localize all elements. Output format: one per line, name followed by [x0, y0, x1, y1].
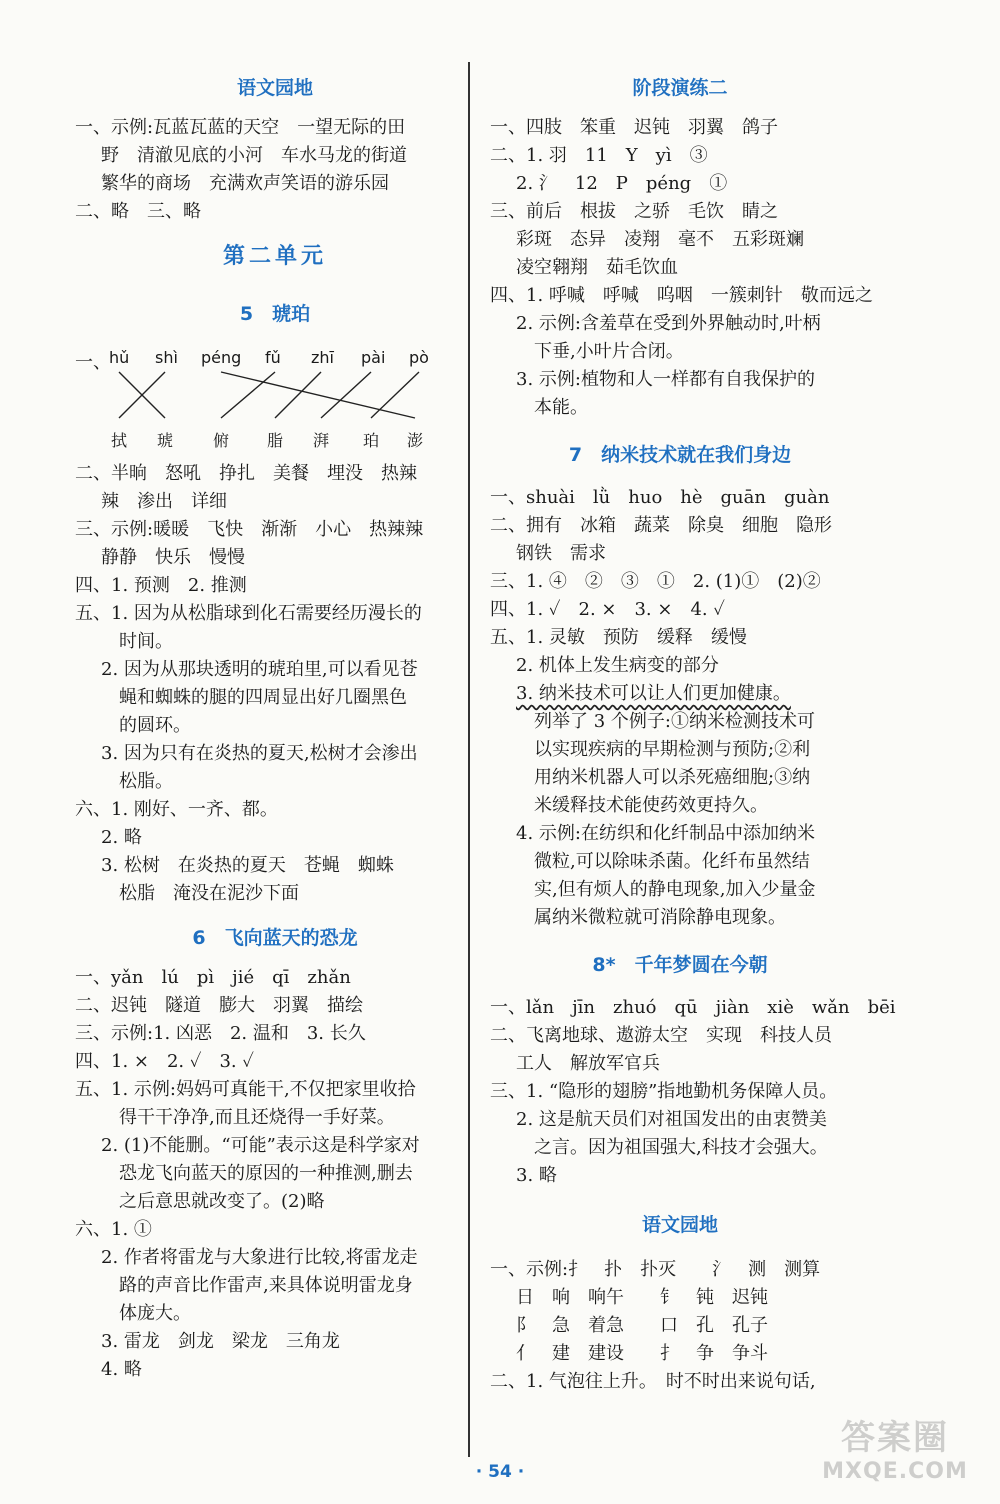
text-line: 六、1. ① [75, 1219, 152, 1240]
lesson-5-title: 5 琥珀 [239, 303, 311, 325]
section-title-yuwenyuandi-2: 语文园地 [641, 1214, 718, 1236]
text-line: 一、示例:瓦蓝瓦蓝的天空 一望无际的田 [75, 117, 406, 138]
section-title-jieduanyanlian: 阶段演练二 [632, 77, 728, 99]
text-line: 列举了 3 个例子:①纳米检测技术可 [534, 711, 815, 732]
character: 琥 [157, 431, 174, 450]
text-line: 五、1. 灵敏 预防 缓释 缓慢 [490, 627, 747, 648]
text-line: 四、1. 预测 2. 推测 [75, 575, 247, 596]
text-line: 二、拥有 冰箱 蔬菜 除臭 细胞 隐形 [490, 515, 832, 536]
match-line [275, 372, 321, 418]
character: 脂 [267, 431, 284, 450]
text-line: 体庞大。 [119, 1303, 191, 1324]
text-line: 微粒,可以除味杀菌。化纤布虽然结 [534, 851, 810, 872]
text-line: 日 响 响午 钅 钝 迟钝 [516, 1287, 768, 1308]
right-column [490, 62, 896, 1396]
watermark-url: MXQE.COM [822, 1459, 968, 1484]
text-line: 2. (1)不能删。“可能”表示这是科学家对 [101, 1135, 420, 1156]
text-line: 三、示例:暖暖 飞快 渐渐 小心 热辣辣 [75, 519, 424, 540]
text-line: 二、迟钝 隧道 膨大 羽翼 描绘 [75, 995, 363, 1016]
text-line: 二、半晌 怒吼 挣扎 美餐 埋没 热辣 [75, 463, 417, 484]
text-line: 彩斑 态异 凌翔 毫不 五彩斑斓 [516, 229, 804, 250]
pinyin-matching [75, 340, 475, 460]
text-line: 繁华的商场 充满欢声笑语的游乐园 [101, 173, 389, 194]
text-line: 三、1. ④ ② ③ ① 2. (1)① (2)② [490, 571, 821, 592]
text-line: 下垂,小叶片合闭。 [534, 341, 684, 362]
pinyin: zhī [311, 348, 334, 367]
text-line: 二、略 三、略 [75, 201, 201, 222]
column-divider [468, 62, 470, 1457]
text-line: 2. 因为从那块透明的琥珀里,可以看见苍 [101, 659, 418, 680]
text-line [490, 680, 870, 708]
underlined-answer: 3. 纳米技术可以让人们更加健康。 [516, 683, 791, 704]
text-line: 一、四肢 笨重 迟钝 羽翼 鸽子 [490, 117, 778, 138]
character: 澎 [407, 431, 424, 450]
text-line: 凌空翱翔 茹毛饮血 [516, 257, 678, 278]
character: 拭 [111, 431, 128, 450]
text-line: 得干干净净,而且还烧得一手好菜。 [119, 1107, 395, 1128]
text-line: 之言。因为祖国强大,科技才会强大。 [534, 1137, 828, 1158]
text-line: 六、1. 刚好、一齐、都。 [75, 799, 278, 820]
text-line: 一、shuài lǜ huo hè guān guàn [490, 487, 830, 508]
text-line: 亻 建 建设 扌 争 争斗 [516, 1343, 768, 1364]
match-line [321, 372, 371, 418]
text-line: 时间。 [119, 631, 173, 652]
text-line: 工人 解放军官兵 [516, 1053, 660, 1074]
text-line: 静静 快乐 慢慢 [101, 547, 245, 568]
text-line: 实,但有烦人的静电现象,加入少量金 [534, 879, 816, 900]
text-line: 的圆环。 [119, 715, 191, 736]
match-line [371, 372, 419, 418]
text-line: 2. 略 [101, 827, 142, 848]
text-line: 四、1. × 2. ✓ 3. ✓ [75, 1051, 254, 1072]
text-line: 二、1. 气泡往上升。 时不时出来说句话, [490, 1371, 816, 1392]
text-line: 2. 作者将雷龙与大象进行比较,将雷龙走 [101, 1247, 418, 1268]
pinyin: pò [409, 348, 429, 367]
text-line: 钢铁 需求 [516, 543, 606, 564]
watermark-logo [810, 1410, 980, 1490]
text-line: 3. 因为只有在炎热的夏天,松树才会渗出 [101, 743, 418, 764]
left-column [75, 62, 475, 1384]
text-line: 野 清澈见底的小河 车水马龙的街道 [101, 145, 407, 166]
text-line: 2. 氵 12 P péng ① [516, 173, 728, 194]
character: 湃 [313, 431, 330, 450]
text-line: 之后意思就改变了。(2)略 [119, 1191, 325, 1212]
text-line: 五、1. 因为从松脂球到化石需要经历漫长的 [75, 603, 422, 624]
text-line: 四、1. 呼喊 呼喊 呜咽 一簇刺针 敬而远之 [490, 285, 873, 306]
lesson-6-title: 6 飞向蓝天的恐龙 [192, 927, 358, 949]
text-line: 3. 略 [516, 1165, 557, 1186]
text-line: 一、示例:扌 扑 扑灭 氵 测 测算 [490, 1259, 821, 1280]
text-line: 米缓释技术能使药效更持久。 [534, 795, 768, 816]
text-line: 3. 松树 在炎热的夏天 苍蝇 蜘蛛 [101, 855, 394, 876]
character: 俯 [213, 431, 230, 450]
pinyin: shì [155, 348, 178, 367]
lesson-7-title: 7 纳米技术就在我们身边 [568, 444, 792, 466]
unit-title: 第二单元 [222, 244, 327, 269]
pinyin: péng [201, 348, 242, 367]
text-line: 一、lǎn jīn zhuó qū jiàn xiè wǎn bēi [490, 997, 896, 1018]
question-number: 一、 [75, 352, 111, 373]
text-line: 三、前后 根拔 之骄 毛饮 睛之 [490, 201, 778, 222]
pinyin: pài [361, 348, 386, 367]
match-line [221, 372, 415, 418]
pinyin: fǔ [265, 348, 281, 367]
text-line: 路的声音比作雷声,来具体说明雷龙身 [119, 1275, 413, 1296]
text-line: 用纳米机器人可以杀死癌细胞;③纳 [534, 767, 811, 788]
text-line: 阝 急 着急 口 孔 孔子 [516, 1315, 768, 1336]
text-line: 三、1. “隐形的翅膀”指地勤机务保障人员。 [490, 1081, 838, 1102]
character: 珀 [363, 431, 380, 450]
lesson-8-title: 8* 千年梦圆在今朝 [592, 954, 768, 976]
text-line: 松脂。 [119, 771, 173, 792]
text-line: 本能。 [534, 397, 588, 418]
text-line: 辣 渗出 详细 [101, 491, 227, 512]
text-line: 蝇和蜘蛛的腿的四周显出好几圈黑色 [119, 687, 407, 708]
text-line: 二、飞离地球、遨游太空 实现 科技人员 [490, 1025, 832, 1046]
text-line: 2. 机体上发生病变的部分 [516, 655, 719, 676]
text-line: 恐龙飞向蓝天的原因的一种推测,删去 [119, 1163, 413, 1184]
watermark-text: 答案圈 [841, 1418, 949, 1458]
text-line: 4. 示例:在纺织和化纤制品中添加纳米 [516, 823, 815, 844]
text-line: 2. 这是航天员们对祖国发出的由衷赞美 [516, 1109, 827, 1130]
text-line: 五、1. 示例:妈妈可真能干,不仅把家里收拾 [75, 1079, 416, 1100]
text-line: 一、yǎn lú pì jié qī zhǎn [75, 967, 351, 988]
text-line: 四、1. ✓ 2. × 3. × 4. ✓ [490, 599, 725, 620]
text-line: 属纳米微粒就可消除静电现象。 [534, 907, 786, 928]
page-number: · 54 · [475, 1462, 525, 1482]
text-line: 松脂 淹没在泥沙下面 [119, 883, 299, 904]
text-line: 二、1. 羽 11 Y yì ③ [490, 145, 708, 166]
text-line: 三、示例:1. 凶恶 2. 温和 3. 长久 [75, 1023, 366, 1044]
text-line: 以实现疾病的早期检测与预防;②利 [534, 739, 811, 760]
text-line: 3. 示例:植物和人一样都有自我保护的 [516, 369, 815, 390]
text-line: 2. 示例:含羞草在受到外界触动时,叶柄 [516, 313, 821, 334]
text-line: 4. 略 [101, 1359, 142, 1380]
pinyin: hǔ [109, 348, 130, 367]
text-line: 3. 雷龙 剑龙 梁龙 三角龙 [101, 1331, 340, 1352]
section-title-yuwenyuandi: 语文园地 [236, 77, 313, 99]
